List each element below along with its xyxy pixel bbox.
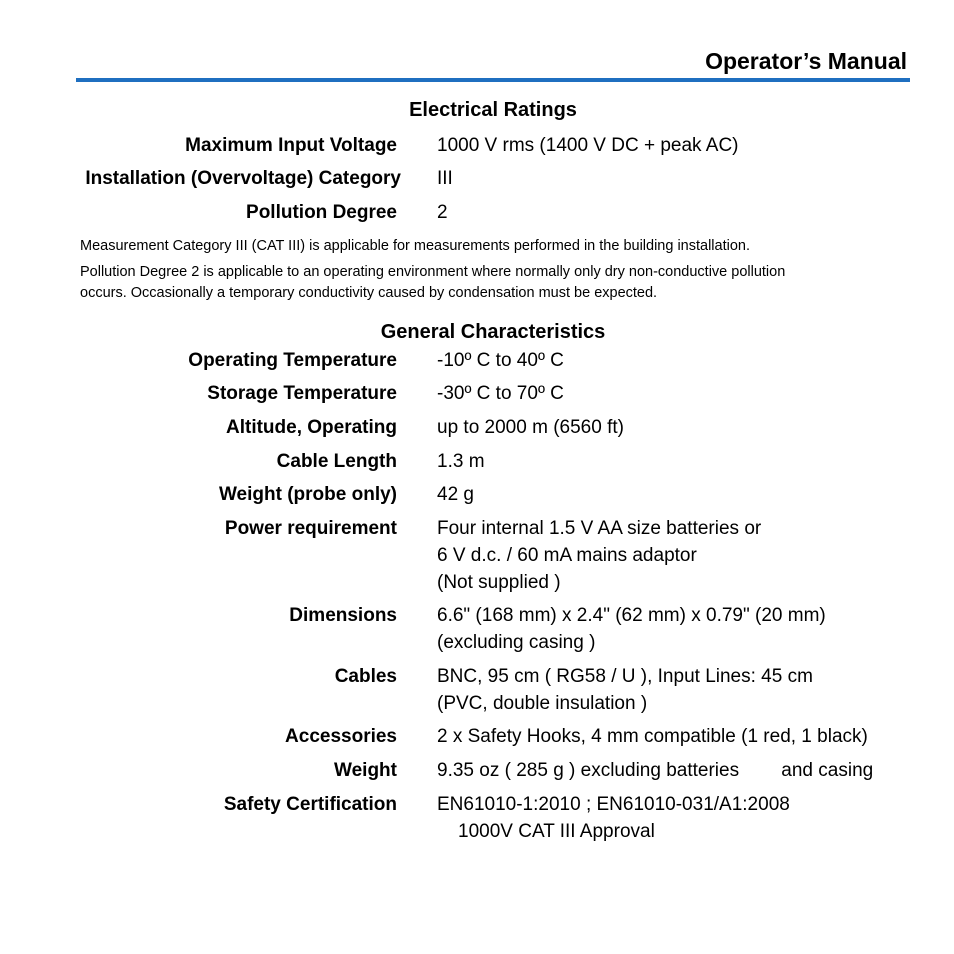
spec-value-line: -10º C to 40º C [437,350,564,371]
spec-value-safety-certification [437,791,907,845]
spec-value-line: 6 V d.c. / 60 mA mains adaptor [437,545,697,566]
note-line: Pollution Degree 2 is applicable to an operating environment where normally only dry non-conductive pollution [80,264,786,280]
spec-value-installation-category: III [437,168,453,189]
spec-value-storage-temperature [437,380,907,407]
note-pollution-degree [80,262,910,304]
spec-value-line: 42 g [437,484,474,505]
spec-value-line: up to 2000 m (6560 ft) [437,417,624,438]
header-rule [76,78,910,82]
spec-label-operating-temperature: Operating Temperature [188,350,397,371]
spec-value-accessories [437,723,907,750]
spec-value-cable-length [437,448,907,475]
spec-value-line: Four internal 1.5 V AA size batteries or [437,518,762,539]
spec-label-accessories: Accessories [285,726,397,747]
spec-label-installation-category: Installation (Overvoltage) Category [85,168,401,189]
spec-label-altitude: Altitude, Operating [226,417,397,438]
spec-value-pollution-degree: 2 [437,202,448,223]
spec-label-weight: Weight [334,760,397,781]
spec-value-operating-temperature [437,347,907,374]
spec-label-cable-length: Cable Length [276,451,397,472]
spec-value-line: 1.3 m [437,451,485,472]
note-measurement-category [80,236,910,257]
spec-value-weight [437,757,907,784]
spec-value-max-input-voltage: 1000 V rms (1400 V DC + peak AC) [437,135,739,156]
note-line: occurs. Occasionally a temporary conductivity caused by condensation must be expected. [80,285,658,301]
spec-value-cables [437,663,907,717]
spec-value-line: 1000V CAT III Approval [458,821,655,842]
spec-label-dimensions: Dimensions [289,605,397,626]
spec-label-cables: Cables [334,666,397,687]
spec-value-line: (excluding casing ) [437,632,596,653]
spec-value-line: -30º C to 70º C [437,383,564,404]
general-characteristics-title: General Characteristics [380,321,606,343]
spec-value-line: 2 x Safety Hooks, 4 mm compatible (1 red, 1 black) [437,726,868,747]
manual-title: Operator’s Manual [705,48,907,74]
spec-value-altitude [437,414,907,441]
spec-value-dimensions [437,602,907,656]
spec-label-power-requirement: Power requirement [224,518,397,539]
spec-label-weight-probe: Weight (probe only) [218,484,397,505]
spec-value-line: 9.35 oz ( 285 g ) excluding batteries and casing [437,760,874,781]
spec-value-weight-probe [437,481,907,508]
spec-label-pollution-degree: Pollution Degree [246,202,397,223]
spec-value-line: EN61010-1:2010 ; EN61010-031/A1:2008 [437,794,790,815]
spec-label-max-input-voltage: Maximum Input Voltage [185,135,397,156]
note-line: Measurement Category III (CAT III) is applicable for measurements performed in the building installation. [80,238,750,254]
spec-label-storage-temperature: Storage Temperature [207,383,397,404]
spec-value-line: (PVC, double insulation ) [437,693,648,714]
electrical-ratings-title: Electrical Ratings [409,99,577,121]
spec-label-safety-certification: Safety Certification [223,794,397,815]
spec-value-power-requirement [437,515,907,596]
spec-value-line: (Not supplied ) [437,572,561,593]
spec-value-line: BNC, 95 cm ( RG58 / U ), Input Lines: 45 cm [437,666,813,687]
spec-value-line: 6.6" (168 mm) x 2.4" (62 mm) x 0.79" (20 mm) [437,605,826,626]
